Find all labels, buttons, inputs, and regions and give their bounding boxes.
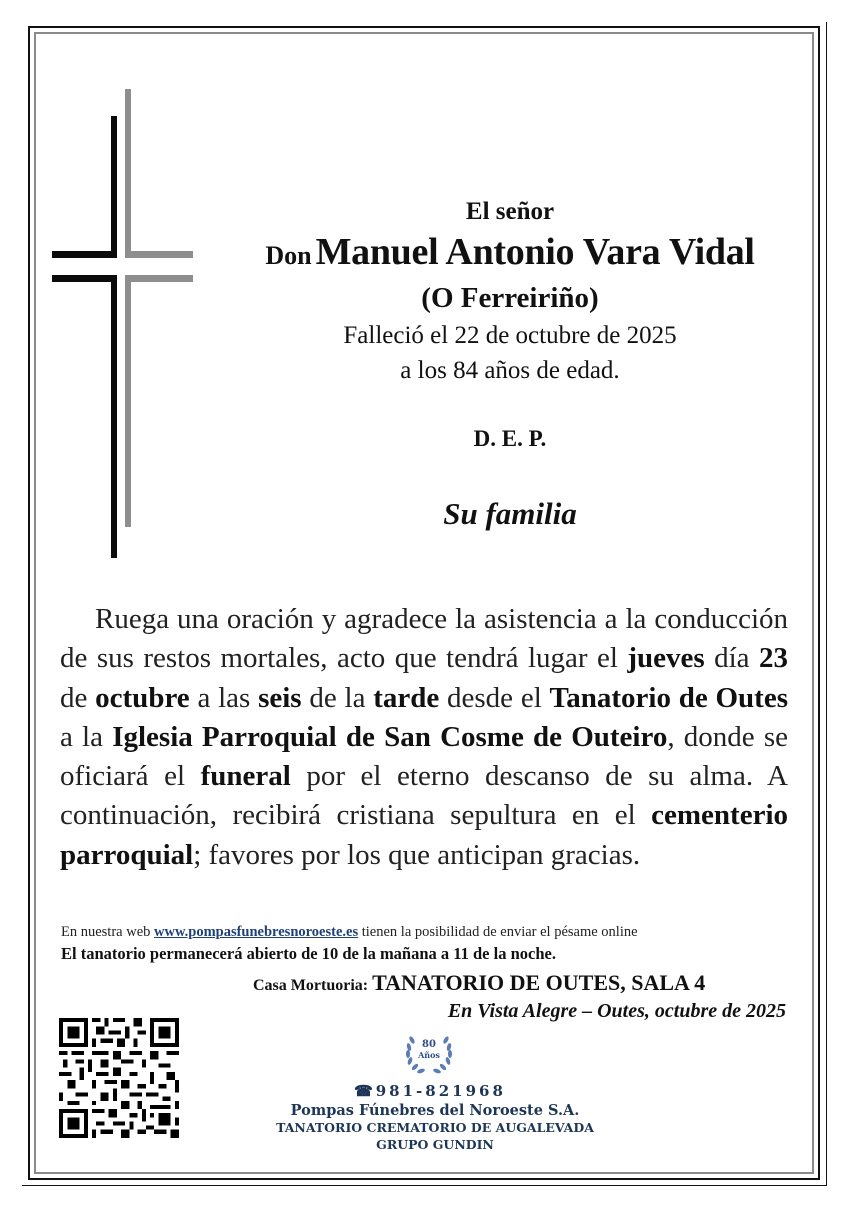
website-link[interactable]: www.pompasfunebresnoroeste.es <box>154 924 359 940</box>
death-date: Falleció el 22 de octubre de 2025 <box>343 322 677 349</box>
body-text-segment: ; favores por los que anticipan gracias. <box>193 838 641 871</box>
anniversary-laurel-logo <box>402 1030 456 1076</box>
body-text-segment: de la <box>301 681 374 714</box>
family-signature: Su familia <box>443 496 577 531</box>
phone-icon: ☎ <box>354 1082 376 1100</box>
anniversary-word: Años <box>418 1050 440 1060</box>
body-text-segment: , donde se oficiará el <box>60 720 796 793</box>
honorific: Don <box>265 241 312 270</box>
web-condolence-line <box>61 924 801 941</box>
company-name: Pompas Fúnebres del Noroeste S.A. <box>290 1102 580 1119</box>
emphasized-text: Iglesia Parroquial de San Cosme de Outeiro <box>112 720 668 753</box>
body-text-segment: desde el <box>439 681 550 714</box>
funeral-announcement-text <box>60 600 803 875</box>
body-text-segment: por el eterno descanso de su alma. A continuación, recibirá cristiana sepultura en el <box>60 760 796 832</box>
nickname: (O Ferreiriño) <box>421 282 599 314</box>
qr-code-icon[interactable] <box>59 1018 179 1138</box>
phone-value: 981-821968 <box>375 1082 506 1100</box>
emphasized-text: Tanatorio de Outes <box>549 681 788 714</box>
emphasized-text: funeral <box>200 760 291 793</box>
anniversary-number: 80 <box>422 1039 436 1050</box>
web-prefix: En nuestra web <box>61 924 155 940</box>
emphasized-text: jueves <box>627 642 705 675</box>
cross-icon <box>50 88 195 560</box>
phone-number[interactable] <box>340 1082 520 1100</box>
emphasized-text: 23 <box>759 642 788 675</box>
company-line2: TANATORIO CREMATORIO DE AUGALEVADA <box>276 1120 594 1135</box>
body-text-segment: a las <box>189 681 259 714</box>
funeral-home-value: TANATORIO DE OUTES, SALA 4 <box>372 970 706 995</box>
age: a los 84 años de edad. <box>400 357 620 384</box>
emphasized-text: cementerio parroquial <box>60 799 796 871</box>
frame-shadow-right <box>826 22 827 1186</box>
web-suffix: tienen la posibilidad de enviar el pésame online <box>358 924 638 940</box>
company-line3: GRUPO GUNDIN <box>376 1137 494 1152</box>
body-text-segment: a la <box>60 681 803 753</box>
funeral-home <box>253 970 793 996</box>
body-text-segment: de <box>60 642 796 714</box>
emphasized-text: seis <box>258 681 302 714</box>
emphasized-text: octubre <box>95 681 190 714</box>
funeral-home-label: Casa Mortuoria: <box>253 977 373 994</box>
frame-shadow-bottom <box>22 1185 827 1186</box>
rip-text: D. E. P. <box>473 426 547 451</box>
body-text-segment: día <box>704 642 759 675</box>
place-date: En Vista Alegre – Outes, octubre de 2025 <box>447 1000 786 1022</box>
full-name: Manuel Antonio Vara Vidal <box>315 231 755 273</box>
emphasized-text: tarde <box>373 681 440 714</box>
deceased-name <box>210 230 810 274</box>
opening-hours: El tanatorio permanecerá abierto de 10 de la mañana a 11 de la noche. <box>61 944 556 963</box>
body-text-segment: Ruega una oración y agradece la asistencia a la conducción de sus restos mortales, acto que tendrá lugar el <box>60 603 796 675</box>
title-prefix: El señor <box>465 198 555 225</box>
company-block <box>250 1102 620 1153</box>
